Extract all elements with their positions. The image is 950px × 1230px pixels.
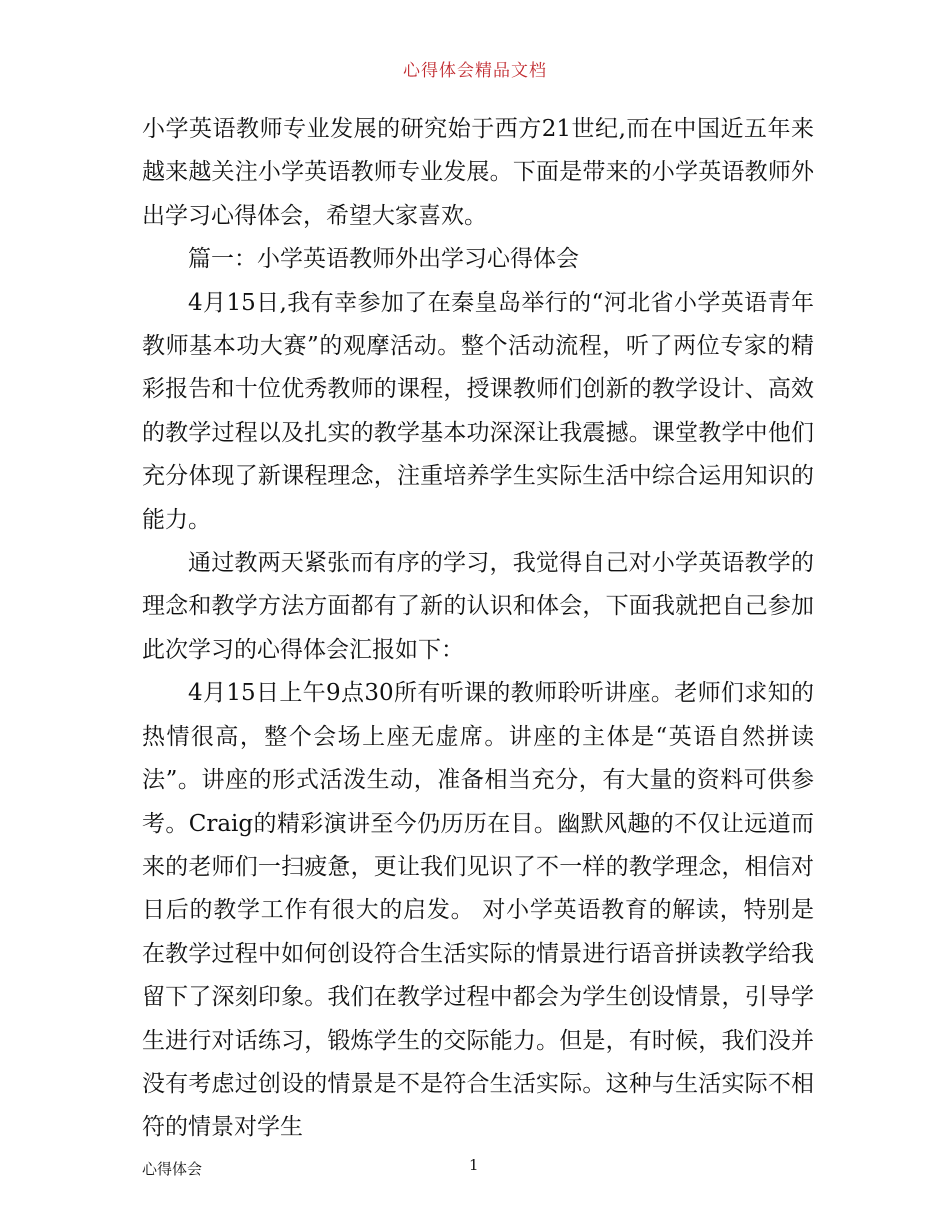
- body-paragraph: 通过教两天紧张而有序的学习，我觉得自己对小学英语教学的理念和教学方法方面都有了新的认识和体会，下面我就把自己参加此次学习的心得体会汇报如下：: [142, 550, 814, 663]
- body-paragraph: 4月15日上午9点30所有听课的教师聆听讲座。老师们求知的热情很高，整个会场上座无虚席。讲座的主体是“英语自然拼读法”。讲座的形式活泼生动，准备相当充分，有大量的资料可供参考。Craig的精彩演讲至今仍历历在目。幽默风趣的不仅让远道而来的老师们一扫疲惫，更让我们见识了不一样的教学理念，相信对日后的教学工作有很大的启发。 对小学英语教育的解读，特别是在教学过程中如何创设符合生活实际的情景进行语音拼读教学给我留下了深刻印象。我们在教学过程中都会为学生创设情景，引导学生进行对话练习，锻炼学生的交际能力。但是，有时候，我们没并没有考虑过创设的情景是不是符合生活实际。这种与生活实际不相符的情景对学生: [142, 680, 814, 1141]
- body-paragraph: 4月15日,我有幸参加了在秦皇岛举行的“河北省小学英语青年教师基本功大赛”的观摩活动。整个活动流程，听了两位专家的精彩报告和十位优秀教师的课程，授课教师们创新的教学设计、高效的教学过程以及扎实的教学基本功深深让我震撼。课堂教学中他们充分体现了新课程理念，注重培养学生实际生活中综合运用知识的能力。: [142, 289, 814, 533]
- document-header-title: 心得体会精品文档: [403, 61, 547, 81]
- intro-paragraph: 小学英语教师专业发展的研究始于西方21世纪,而在中国近五年来越来越关注小学英语教师专业发展。下面是带来的小学英语教师外出学习心得体会，希望大家喜欢。: [142, 116, 814, 229]
- document-body: [142, 108, 814, 1150]
- footer-label: 心得体会: [142, 1160, 203, 1178]
- page-number: 1: [469, 1156, 479, 1174]
- section-heading: 篇一：小学英语教师外出学习心得体会: [188, 246, 579, 273]
